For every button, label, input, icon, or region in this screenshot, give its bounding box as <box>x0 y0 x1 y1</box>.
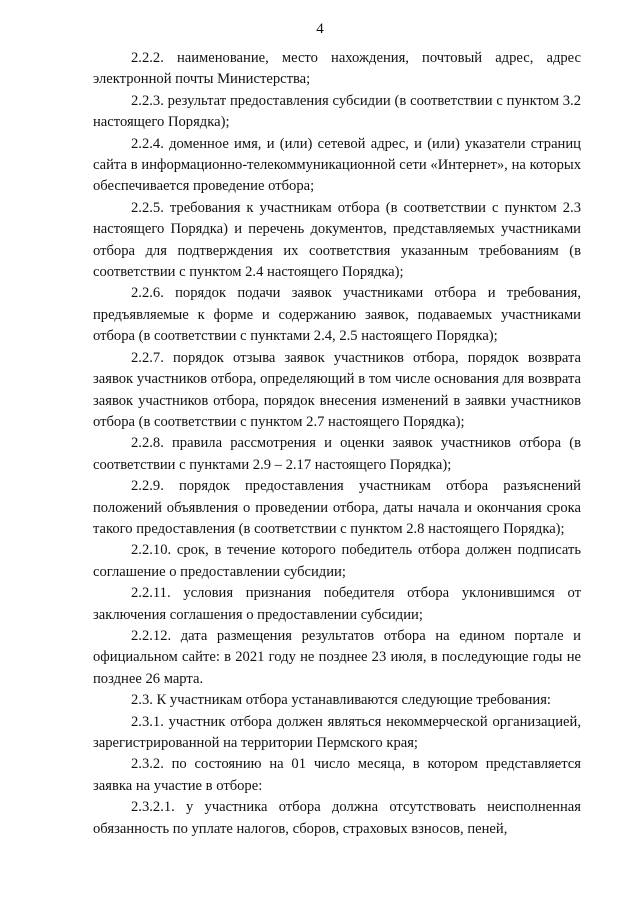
document-body <box>93 48 581 840</box>
paragraph-2-3-1: 2.3.1. участник отбора должен являться некоммерческой организацией, зарегистрированной на территории Пермского края; <box>93 713 581 751</box>
paragraph-2-2-7: 2.2.7. порядок отзыва заявок участников отбора, порядок возврата заявок участников отбора, определяющий в том числе основания для возврата заявок участников отбора, порядок внесения изменений в заявки участников отбора (в соответствии с пунктом 2.7 настоящего Порядка); <box>93 349 581 430</box>
paragraph-2-3-2-1: 2.3.2.1. у участника отбора должна отсутствовать неисполненная обязанность по уплате налогов, сборов, страховых взносов, пеней, <box>93 799 581 837</box>
paragraph-2-2-8: 2.2.8. правила рассмотрения и оценки заявок участников отбора (в соответствии с пунктами 2.9 – 2.17 настоящего Порядка); <box>93 435 581 473</box>
paragraph-2-2-3: 2.2.3. результат предоставления субсидии (в соответствии с пунктом 3.2 настоящего Порядка); <box>93 92 581 131</box>
paragraph-2-2-11: 2.2.11. условия признания победителя отбора уклонившимся от заключения соглашения о предоставлении субсидии; <box>93 585 581 623</box>
paragraph-2-2-9: 2.2.9. порядок предоставления участникам отбора разъяснений положений объявления о проведении отбора, даты начала и окончания срока такого предоставления (в соответствии с пунктом 2.8 настоящего Порядка); <box>93 478 581 537</box>
paragraph-2-3-2: 2.3.2. по состоянию на 01 число месяца, в котором представляется заявка на участие в отборе: <box>93 756 581 794</box>
paragraph-2-2-6: 2.2.6. порядок подачи заявок участниками отбора и требования, предъявляемые к форме и содержанию заявок, подаваемых участниками отбора (в соответствии с пунктами 2.4, 2.5 настоящего Порядка); <box>93 285 581 345</box>
paragraph-2-3: 2.3. К участникам отбора устанавливаются следующие требования: <box>131 692 551 709</box>
paragraph-2-2-12: 2.2.12. дата размещения результатов отбора на едином портале и официальном сайте: в 2021 году не позднее 23 июля, в последующие годы не позднее 26 марта. <box>93 627 581 687</box>
paragraph-2-2-5: 2.2.5. требования к участникам отбора (в соответствии с пунктом 2.3 настоящего Порядка) и перечень документов, представляемых участниками отбора для подтверждения их соответствия указанным требованиям (в соответствии с пунктом 2.4 настоящего Порядка); <box>93 199 581 281</box>
paragraph-2-2-4: 2.2.4. доменное имя, и (или) сетевой адрес, и (или) указатели страниц сайта в информационно-телекоммуникационной сети «Интернет», на которых обеспечивается проведение отбора; <box>93 135 581 195</box>
paragraph-2-2-10: 2.2.10. срок, в течение которого победитель отбора должен подписать соглашение о предоставлении субсидии; <box>93 542 581 580</box>
paragraph-2-2-2: 2.2.2. наименование, место нахождения, почтовый адрес, адрес электронной почты Министерства; <box>93 50 581 88</box>
page-number: 4 <box>316 21 324 37</box>
